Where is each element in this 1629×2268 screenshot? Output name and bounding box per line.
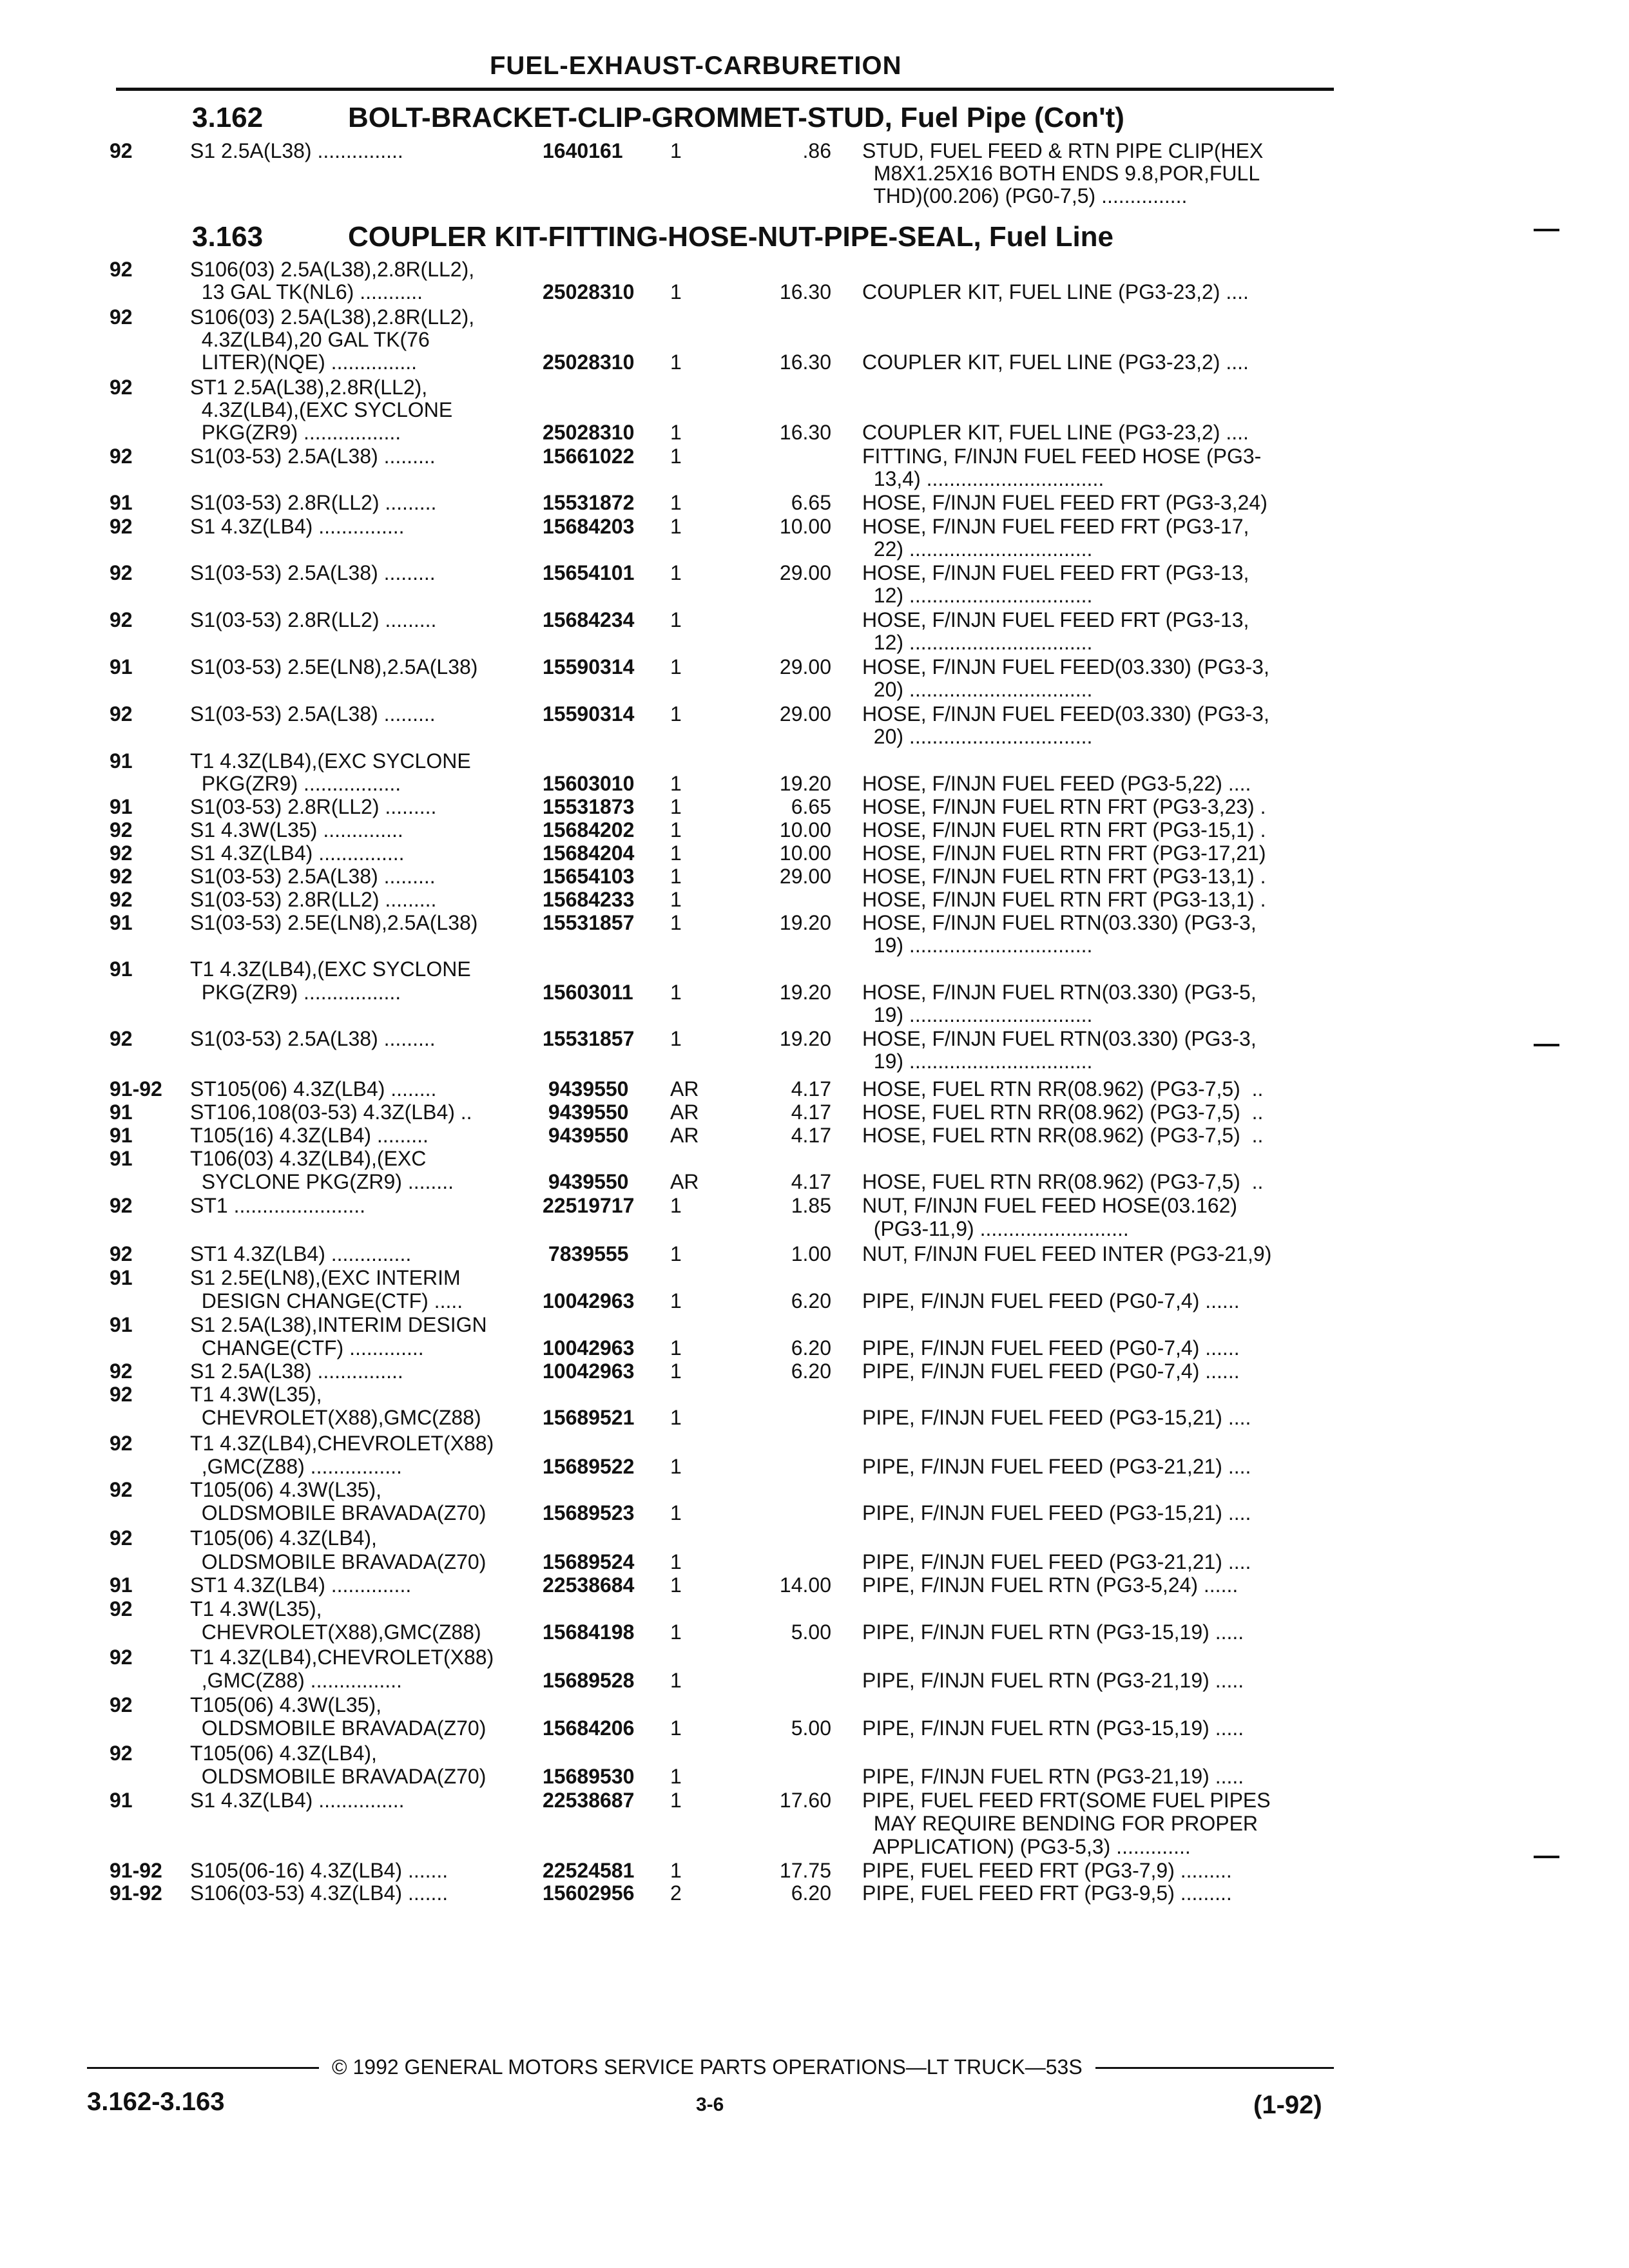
table-cell-description: 19) ................................ [862,1050,1093,1073]
table-cell-quantity: 1 [670,491,682,514]
margin-mark [1534,1856,1559,1858]
table-cell-price: 1.85 [791,1194,831,1217]
table-cell-application: S1(03-53) 2.8R(LL2) ......... [190,795,437,818]
table-cell-quantity: 1 [670,1194,682,1217]
table-cell-quantity: 1 [670,608,682,631]
table-cell-year: 91 [110,911,133,934]
table-cell-quantity: 2 [670,1881,682,1905]
table-cell-description: HOSE, F/INJN FUEL RTN FRT (PG3-13,1) . [862,888,1266,911]
table-cell-part-number: 15531872 [543,491,635,514]
table-cell-description: HOSE, F/INJN FUEL FEED FRT (PG3-13, [862,608,1249,631]
table-cell-part-number: 15531857 [543,1027,635,1050]
table-cell-part-number: 15602956 [543,1881,635,1905]
table-cell-application: OLDSMOBILE BRAVADA(Z70) [190,1716,487,1740]
table-cell-part-number: 15684198 [543,1620,635,1644]
margin-mark [1534,1044,1559,1046]
table-cell-description: M8X1.25X16 BOTH ENDS 9.8,POR,FULL [862,162,1260,185]
table-cell-quantity: 1 [670,139,682,162]
table-cell-part-number: 9439550 [543,1170,629,1193]
table-cell-quantity: 1 [670,1406,682,1429]
table-cell-part-number: 15590314 [543,655,635,678]
table-cell-part-number: 15689522 [543,1455,635,1478]
table-cell-application: T106(03) 4.3Z(LB4),(EXC [190,1147,427,1170]
table-cell-description: (PG3-11,9) .......................... [862,1217,1129,1240]
table-cell-quantity: 1 [670,772,682,795]
table-cell-application: PKG(ZR9) ................. [190,421,401,444]
table-cell-price: 4.17 [791,1124,831,1147]
table-cell-year: 92 [110,1383,133,1406]
section-title: BOLT-BRACKET-CLIP-GROMMET-STUD, Fuel Pipe (Con't) [348,102,1124,133]
table-cell-description: PIPE, F/INJN FUEL RTN (PG3-21,19) ..... [862,1669,1244,1692]
table-cell-description: HOSE, F/INJN FUEL RTN(03.330) (PG3-5, [862,981,1257,1004]
table-cell-application: ST105(06) 4.3Z(LB4) ........ [190,1077,437,1100]
table-cell-application: T1 4.3Z(LB4),CHEVROLET(X88) [190,1646,494,1669]
table-cell-application: ST1 4.3Z(LB4) .............. [190,1573,412,1597]
footer-copyright-line [0,2055,1629,2081]
table-cell-part-number: 1640161 [543,139,623,162]
table-cell-description: HOSE, FUEL RTN RR(08.962) (PG3-7,5) .. [862,1170,1264,1193]
table-cell-quantity: 1 [670,421,682,444]
table-cell-quantity: 1 [670,561,682,584]
table-cell-part-number: 10042963 [543,1360,635,1383]
edition-code: (1-92) [1253,2091,1322,2119]
table-cell-price: 6.20 [791,1289,831,1312]
table-cell-application: T1 4.3Z(LB4),(EXC SYCLONE [190,957,471,981]
table-cell-part-number: 22538687 [543,1789,635,1812]
table-cell-year: 92 [110,1027,133,1050]
table-cell-price: 16.30 [779,421,831,444]
table-cell-part-number: 9439550 [543,1124,629,1147]
table-cell-application: 4.3Z(LB4),(EXC SYCLONE [190,398,453,421]
table-cell-price: 6.65 [791,795,831,818]
table-cell-price: 16.30 [779,280,831,303]
table-cell-part-number: 22519717 [543,1194,635,1217]
table-cell-application: OLDSMOBILE BRAVADA(Z70) [190,1765,487,1788]
table-cell-year: 92 [110,1693,133,1716]
table-cell-part-number: 15684202 [543,818,635,841]
table-cell-application: S105(06-16) 4.3Z(LB4) ....... [190,1859,448,1882]
table-cell-part-number: 15684206 [543,1716,635,1740]
table-cell-year: 91 [110,1100,133,1124]
table-cell-application: S1(03-53) 2.8R(LL2) ......... [190,888,437,911]
section-number: 3.163 [192,221,264,253]
table-cell-year: 91-92 [110,1881,162,1905]
table-cell-part-number: 9439550 [543,1077,629,1100]
table-cell-year: 91-92 [110,1077,162,1100]
table-cell-year: 92 [110,1478,133,1501]
table-cell-quantity: 1 [670,1027,682,1050]
table-cell-price: 6.20 [791,1360,831,1383]
table-cell-description: NUT, F/INJN FUEL FEED HOSE(03.162) [862,1194,1238,1217]
table-cell-description: PIPE, F/INJN FUEL FEED (PG0-7,4) ...... [862,1336,1240,1360]
table-cell-quantity: AR [670,1170,699,1193]
table-cell-quantity: 1 [670,515,682,538]
table-cell-application: T1 4.3Z(LB4),CHEVROLET(X88) [190,1432,494,1455]
table-cell-description: PIPE, FUEL FEED FRT(SOME FUEL PIPES [862,1789,1271,1812]
table-cell-price: 17.60 [779,1789,831,1812]
table-cell-description: PIPE, F/INJN FUEL RTN (PG3-15,19) ..... [862,1620,1244,1644]
table-cell-application: T105(16) 4.3Z(LB4) ......... [190,1124,429,1147]
table-cell-part-number: 22524581 [543,1859,635,1882]
table-cell-year: 91 [110,795,133,818]
table-cell-application: S1 4.3Z(LB4) ............... [190,515,405,538]
section-heading-3-163 [0,221,1629,260]
table-cell-price: 19.20 [779,911,831,934]
table-cell-description: 20) ................................ [862,725,1093,748]
table-cell-application: SYCLONE PKG(ZR9) ........ [190,1170,454,1193]
table-cell-description: 20) ................................ [862,678,1093,701]
table-cell-quantity: 1 [670,1455,682,1478]
table-cell-application: PKG(ZR9) ................. [190,772,401,795]
table-cell-quantity: 1 [670,1765,682,1788]
table-cell-year: 92 [110,1360,133,1383]
table-cell-year: 91 [110,749,133,773]
table-cell-application: S106(03) 2.5A(L38),2.8R(LL2), [190,305,475,329]
table-cell-part-number: 15661022 [543,445,635,468]
table-cell-part-number: 15684233 [543,888,635,911]
table-cell-application: ST1 4.3Z(LB4) .............. [190,1242,412,1265]
table-cell-quantity: 1 [670,445,682,468]
table-cell-year: 92 [110,1526,133,1550]
table-cell-application: LITER)(NQE) ............... [190,351,418,374]
table-cell-description: HOSE, F/INJN FUEL RTN FRT (PG3-3,23) . [862,795,1266,818]
table-cell-application: S1 2.5A(L38) ............... [190,139,403,162]
table-cell-quantity: 1 [670,1360,682,1383]
table-cell-part-number: 15684204 [543,841,635,865]
table-cell-description: HOSE, F/INJN FUEL FEED(03.330) (PG3-3, [862,702,1269,726]
table-cell-price: 6.65 [791,491,831,514]
table-cell-description: PIPE, F/INJN FUEL FEED (PG3-21,21) .... [862,1550,1251,1573]
table-cell-description: HOSE, FUEL RTN RR(08.962) (PG3-7,5) .. [862,1077,1264,1100]
table-cell-application: T1 4.3W(L35), [190,1383,322,1406]
table-cell-price: 5.00 [791,1716,831,1740]
table-cell-application: ,GMC(Z88) ................ [190,1669,402,1692]
table-cell-quantity: 1 [670,655,682,678]
table-cell-application: ST106,108(03-53) 4.3Z(LB4) .. [190,1100,472,1124]
section-number: 3.162 [192,102,264,133]
table-cell-quantity: AR [670,1100,699,1124]
table-cell-application: S1(03-53) 2.8R(LL2) ......... [190,608,437,631]
table-cell-description: 19) ................................ [862,1003,1093,1026]
table-cell-part-number: 15684234 [543,608,635,631]
table-cell-price: 29.00 [779,702,831,726]
table-cell-part-number: 25028310 [543,351,635,374]
table-cell-application: S1 4.3W(L35) .............. [190,818,403,841]
table-cell-part-number: 15590314 [543,702,635,726]
table-cell-year: 92 [110,1646,133,1669]
page-number: 3-6 [696,2094,724,2115]
table-cell-quantity: AR [670,1124,699,1147]
table-cell-description: HOSE, F/INJN FUEL RTN FRT (PG3-15,1) . [862,818,1266,841]
table-cell-year: 92 [110,139,133,162]
table-cell-application: T105(06) 4.3Z(LB4), [190,1742,377,1765]
section-range: 3.162-3.163 [87,2088,225,2116]
section-title: COUPLER KIT-FITTING-HOSE-NUT-PIPE-SEAL, Fuel Line [348,221,1114,253]
table-cell-quantity: 1 [670,1289,682,1312]
table-cell-application: CHANGE(CTF) ............. [190,1336,424,1360]
table-cell-application: ST1 ....................... [190,1194,366,1217]
table-cell-part-number: 25028310 [543,280,635,303]
table-cell-application: T105(06) 4.3Z(LB4), [190,1526,377,1550]
table-cell-part-number: 10042963 [543,1336,635,1360]
table-cell-quantity: 1 [670,1789,682,1812]
table-cell-price: 29.00 [779,655,831,678]
footer-rule [1095,2067,1334,2069]
table-cell-part-number: 15654103 [543,865,635,888]
table-cell-quantity: 1 [670,702,682,726]
table-cell-application: S1(03-53) 2.8R(LL2) ......... [190,491,437,514]
table-cell-year: 92 [110,445,133,468]
table-cell-year: 92 [110,305,133,329]
table-cell-year: 92 [110,608,133,631]
table-cell-application: S1(03-53) 2.5E(LN8),2.5A(L38) [190,911,478,934]
table-cell-description: COUPLER KIT, FUEL LINE (PG3-23,2) .... [862,280,1249,303]
table-cell-description: PIPE, F/INJN FUEL RTN (PG3-15,19) ..... [862,1716,1244,1740]
table-cell-year: 92 [110,841,133,865]
table-cell-description: HOSE, F/INJN FUEL RTN(03.330) (PG3-3, [862,911,1257,934]
table-cell-description: HOSE, F/INJN FUEL FEED(03.330) (PG3-3, [862,655,1269,678]
table-cell-description: HOSE, FUEL RTN RR(08.962) (PG3-7,5) .. [862,1124,1264,1147]
table-cell-application: T1 4.3W(L35), [190,1597,322,1620]
table-cell-application: S1 4.3Z(LB4) ............... [190,1789,405,1812]
table-cell-part-number: 15689530 [543,1765,635,1788]
table-cell-price: 19.20 [779,1027,831,1050]
table-cell-price: .86 [802,139,831,162]
table-cell-part-number: 15654101 [543,561,635,584]
table-cell-year: 91 [110,1789,133,1812]
table-cell-quantity: 1 [670,911,682,934]
table-cell-description: HOSE, F/INJN FUEL RTN FRT (PG3-13,1) . [862,865,1266,888]
table-cell-description: PIPE, F/INJN FUEL FEED (PG3-15,21) .... [862,1406,1251,1429]
table-cell-part-number: 15689523 [543,1501,635,1524]
table-cell-year: 91 [110,1313,133,1336]
table-cell-quantity: 1 [670,1550,682,1573]
table-cell-year: 92 [110,865,133,888]
table-cell-application: S1 2.5A(L38),INTERIM DESIGN [190,1313,487,1336]
table-cell-application: S1(03-53) 2.5A(L38) ......... [190,702,436,726]
table-cell-price: 4.17 [791,1077,831,1100]
table-cell-quantity: 1 [670,818,682,841]
table-cell-part-number: 15689528 [543,1669,635,1692]
table-cell-description: HOSE, F/INJN FUEL FEED FRT (PG3-3,24) [862,491,1268,514]
table-cell-quantity: 1 [670,280,682,303]
table-cell-year: 92 [110,515,133,538]
table-cell-description: HOSE, F/INJN FUEL FEED (PG3-5,22) .... [862,772,1251,795]
table-cell-description: NUT, F/INJN FUEL FEED INTER (PG3-21,9) [862,1242,1272,1265]
table-cell-year: 91 [110,1266,133,1289]
table-cell-price: 6.20 [791,1881,831,1905]
table-cell-quantity: 1 [670,1336,682,1360]
table-cell-price: 10.00 [779,515,831,538]
table-cell-year: 92 [110,1597,133,1620]
table-cell-year: 92 [110,561,133,584]
table-cell-description: HOSE, F/INJN FUEL RTN FRT (PG3-17,21) [862,841,1266,865]
table-cell-year: 92 [110,702,133,726]
table-cell-description: STUD, FUEL FEED & RTN PIPE CLIP(HEX [862,139,1264,162]
table-cell-part-number: 15689521 [543,1406,635,1429]
table-cell-description: COUPLER KIT, FUEL LINE (PG3-23,2) .... [862,421,1249,444]
table-cell-price: 1.00 [791,1242,831,1265]
table-cell-description: THD)(00.206) (PG0-7,5) ............... [862,184,1188,207]
table-cell-application: ,GMC(Z88) ................ [190,1455,402,1478]
table-cell-application: S1(03-53) 2.5A(L38) ......... [190,1027,436,1050]
table-cell-application: ST1 2.5A(L38),2.8R(LL2), [190,376,428,399]
table-cell-quantity: 1 [670,1242,682,1265]
table-cell-quantity: 1 [670,1859,682,1882]
table-cell-year: 92 [110,1432,133,1455]
table-cell-description: HOSE, F/INJN FUEL FEED FRT (PG3-13, [862,561,1249,584]
table-cell-year: 91 [110,957,133,981]
table-cell-quantity: 1 [670,1669,682,1692]
table-cell-description: PIPE, F/INJN FUEL FEED (PG0-7,4) ...... [862,1360,1240,1383]
table-cell-year: 91 [110,1124,133,1147]
table-cell-year: 91 [110,1573,133,1597]
table-cell-quantity: 1 [670,888,682,911]
table-cell-price: 29.00 [779,865,831,888]
table-cell-price: 19.20 [779,772,831,795]
table-cell-year: 92 [110,1742,133,1765]
table-cell-description: 22) ................................ [862,537,1093,561]
margin-mark [1534,229,1559,231]
table-cell-part-number: 15603010 [543,772,635,795]
table-cell-description: MAY REQUIRE BENDING FOR PROPER [862,1812,1258,1835]
table-cell-part-number: 15531873 [543,795,635,818]
table-cell-application: OLDSMOBILE BRAVADA(Z70) [190,1550,487,1573]
table-cell-year: 92 [110,376,133,399]
copyright-text: © 1992 GENERAL MOTORS SERVICE PARTS OPERATIONS—LT TRUCK—53S [332,2055,1083,2079]
table-cell-application: S1(03-53) 2.5A(L38) ......... [190,445,436,468]
table-cell-description: PIPE, F/INJN FUEL RTN (PG3-5,24) ...... [862,1573,1239,1597]
table-cell-quantity: 1 [670,1501,682,1524]
table-cell-price: 16.30 [779,351,831,374]
table-cell-application: S1(03-53) 2.5A(L38) ......... [190,561,436,584]
table-cell-part-number: 10042963 [543,1289,635,1312]
table-cell-description: 19) ................................ [862,934,1093,957]
table-cell-price: 10.00 [779,841,831,865]
table-cell-application: S1 2.5A(L38) ............... [190,1360,403,1383]
table-cell-description: HOSE, FUEL RTN RR(08.962) (PG3-7,5) .. [862,1100,1264,1124]
table-cell-part-number: 15684203 [543,515,635,538]
table-cell-part-number: 25028310 [543,421,635,444]
table-cell-part-number: 15603011 [543,981,633,1004]
table-cell-application: S1(03-53) 2.5E(LN8),2.5A(L38) [190,655,478,678]
table-cell-quantity: 1 [670,1620,682,1644]
table-cell-quantity: 1 [670,981,682,1004]
table-cell-quantity: 1 [670,351,682,374]
table-cell-application: S1 2.5E(LN8),(EXC INTERIM [190,1266,461,1289]
table-cell-description: 12) ................................ [862,584,1093,607]
table-cell-part-number: 15689524 [543,1550,635,1573]
table-cell-year: 91 [110,1147,133,1170]
table-cell-year: 92 [110,818,133,841]
table-cell-year: 91 [110,491,133,514]
table-cell-price: 6.20 [791,1336,831,1360]
table-cell-application: S106(03) 2.5A(L38),2.8R(LL2), [190,258,475,281]
table-cell-description: PIPE, F/INJN FUEL FEED (PG0-7,4) ...... [862,1289,1240,1312]
table-cell-year: 92 [110,888,133,911]
table-cell-year: 91-92 [110,1859,162,1882]
table-cell-price: 19.20 [779,981,831,1004]
table-cell-description: COUPLER KIT, FUEL LINE (PG3-23,2) .... [862,351,1249,374]
table-cell-quantity: 1 [670,1716,682,1740]
table-cell-application: PKG(ZR9) ................. [190,981,401,1004]
table-cell-application: 4.3Z(LB4),20 GAL TK(76 [190,328,430,351]
table-cell-price: 4.17 [791,1170,831,1193]
table-cell-part-number: 22538684 [543,1573,635,1597]
table-cell-description: PIPE, FUEL FEED FRT (PG3-9,5) ......... [862,1881,1232,1905]
table-cell-quantity: 1 [670,841,682,865]
footer-rule [87,2067,319,2069]
table-cell-application: CHEVROLET(X88),GMC(Z88) [190,1620,481,1644]
table-cell-price: 10.00 [779,818,831,841]
table-cell-part-number: 7839555 [543,1242,629,1265]
page-title: FUEL-EXHAUST-CARBURETION [490,52,902,80]
table-cell-description: PIPE, FUEL FEED FRT (PG3-7,9) ......... [862,1859,1232,1882]
table-cell-year: 92 [110,258,133,281]
table-cell-description: FITTING, F/INJN FUEL FEED HOSE (PG3- [862,445,1262,468]
table-cell-part-number: 15531857 [543,911,635,934]
table-cell-description: PIPE, F/INJN FUEL FEED (PG3-15,21) .... [862,1501,1251,1524]
section-heading-3-162 [0,102,1629,140]
table-cell-application: S1 4.3Z(LB4) ............... [190,841,405,865]
table-cell-application: DESIGN CHANGE(CTF) ..... [190,1289,463,1312]
table-cell-description: 12) ................................ [862,631,1093,654]
table-cell-price: 17.75 [779,1859,831,1882]
table-cell-quantity: 1 [670,795,682,818]
table-cell-application: T105(06) 4.3W(L35), [190,1478,382,1501]
table-cell-price: 5.00 [791,1620,831,1644]
table-cell-year: 91 [110,655,133,678]
table-cell-description: 13,4) ............................... [862,467,1104,490]
table-cell-application: S106(03-53) 4.3Z(LB4) ....... [190,1881,448,1905]
table-cell-description: PIPE, F/INJN FUEL RTN (PG3-21,19) ..... [862,1765,1244,1788]
table-cell-description: HOSE, F/INJN FUEL RTN(03.330) (PG3-3, [862,1027,1257,1050]
table-cell-application: CHEVROLET(X88),GMC(Z88) [190,1406,481,1429]
table-cell-quantity: AR [670,1077,699,1100]
table-cell-description: APPLICATION) (PG3-5,3) ............. [862,1835,1191,1858]
header-rule [116,88,1334,91]
table-cell-application: T1 4.3Z(LB4),(EXC SYCLONE [190,749,471,773]
table-cell-application: 13 GAL TK(NL6) ........... [190,280,423,303]
table-cell-year: 92 [110,1242,133,1265]
table-cell-application: OLDSMOBILE BRAVADA(Z70) [190,1501,487,1524]
table-cell-price: 14.00 [779,1573,831,1597]
table-cell-application: S1(03-53) 2.5A(L38) ......... [190,865,436,888]
table-cell-application: T105(06) 4.3W(L35), [190,1693,382,1716]
table-cell-price: 29.00 [779,561,831,584]
table-cell-quantity: 1 [670,1573,682,1597]
table-cell-year: 92 [110,1194,133,1217]
table-cell-part-number: 9439550 [543,1100,629,1124]
table-cell-description: HOSE, F/INJN FUEL FEED FRT (PG3-17, [862,515,1249,538]
table-cell-price: 4.17 [791,1100,831,1124]
table-cell-description: PIPE, F/INJN FUEL FEED (PG3-21,21) .... [862,1455,1251,1478]
table-cell-quantity: 1 [670,865,682,888]
